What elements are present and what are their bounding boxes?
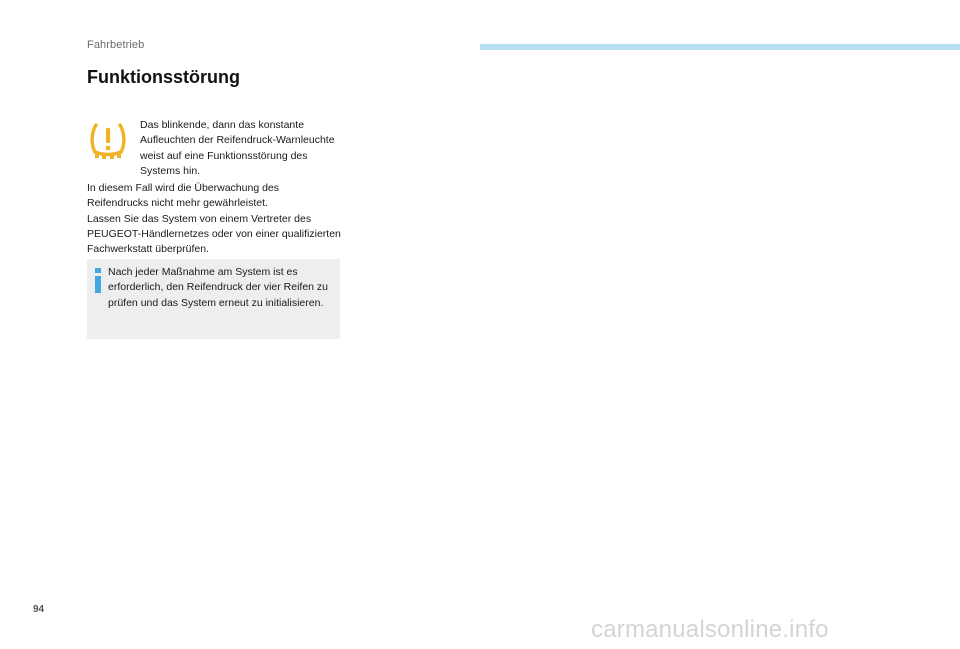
body-paragraph: In diesem Fall wird die Überwachung des Reifendrucks nicht mehr gewährleistet. Lassen Sie das System von einem Vertreter des PEUGEOT-Händlernetzes oder von einer qualifizierten Fachwerkstatt überprüfen.: [87, 182, 341, 256]
icon-description: Das blinkende, dann das konstante Aufleuchten der Reifendruck-Warnleuchte weist auf eine Funktionsstörung des Systems hin.: [140, 119, 335, 177]
page-title: Funktionsstörung: [87, 67, 240, 87]
header-accent-bar: [480, 44, 960, 50]
watermark: carmanualsonline.info: [591, 616, 829, 643]
tyre-pressure-warning-icon: [88, 121, 128, 161]
note-text: Nach jeder Maßnahme am System ist es erforderlich, den Reifendruck der vier Reifen zu prüfen und das System erneut zu initialisieren.: [108, 266, 329, 309]
info-icon: [95, 268, 101, 293]
section-label: Fahrbetrieb: [87, 39, 145, 51]
page-number: 94: [33, 604, 45, 615]
